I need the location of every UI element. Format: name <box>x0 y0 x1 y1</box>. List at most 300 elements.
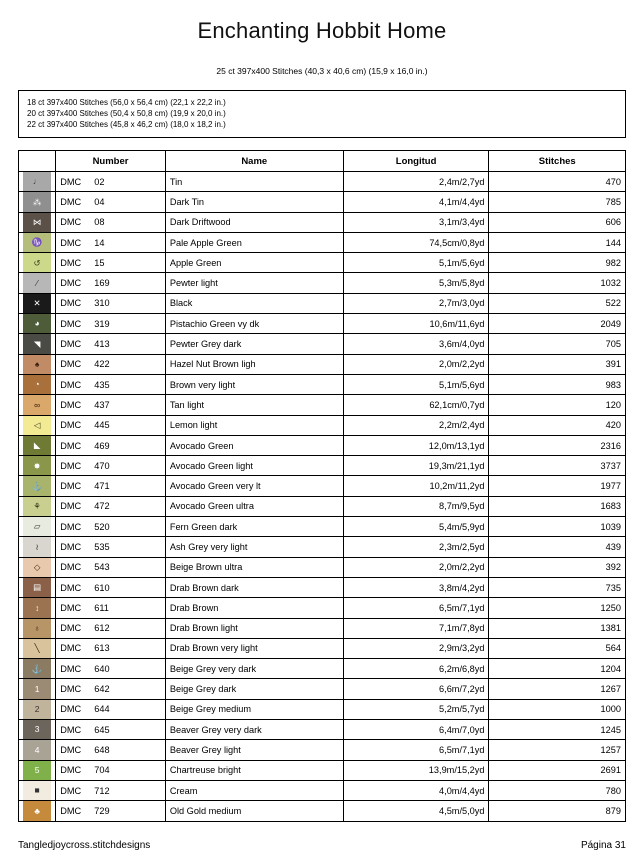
symbol-swatch: 2 <box>23 700 51 719</box>
floss-code: 319 <box>94 318 110 329</box>
table-row <box>19 395 626 415</box>
floss-number-cell <box>56 334 166 354</box>
floss-brand: DMC <box>60 663 82 674</box>
symbol-swatch: 3 <box>23 720 51 739</box>
floss-name-cell: Avocado Green very lt <box>165 476 343 496</box>
floss-stitches-cell: 1000 <box>489 699 626 719</box>
floss-stitches-cell: 420 <box>489 415 626 435</box>
floss-name-cell: Ash Grey very light <box>165 537 343 557</box>
floss-code: 15 <box>94 257 105 268</box>
floss-length-cell: 10,2m/11,2yd <box>343 476 489 496</box>
symbol-swatch: ▤ <box>23 578 51 597</box>
table-row <box>19 659 626 679</box>
floss-stitches-cell: 735 <box>489 577 626 597</box>
column-header-length: Longitud <box>343 151 489 172</box>
floss-name-cell: Avocado Green <box>165 435 343 455</box>
table-row <box>19 537 626 557</box>
floss-number-cell <box>56 435 166 455</box>
table-row <box>19 720 626 740</box>
floss-stitches-cell: 606 <box>489 212 626 232</box>
floss-brand: DMC <box>60 440 82 451</box>
floss-name-cell: Apple Green <box>165 253 343 273</box>
floss-length-cell: 3,1m/3,4yd <box>343 212 489 232</box>
table-row <box>19 456 626 476</box>
color-swatch-cell <box>19 557 56 577</box>
fabric-count-subtitle: 25 ct 397x400 Stitches (40,3 x 40,6 cm) (15,9 x 16,0 in.) <box>216 66 428 76</box>
floss-stitches-cell: 144 <box>489 232 626 252</box>
floss-brand: DMC <box>60 420 82 431</box>
floss-stitches-cell: 705 <box>489 334 626 354</box>
floss-stitches-cell: 982 <box>489 253 626 273</box>
floss-name-cell: Beige Grey very dark <box>165 659 343 679</box>
floss-stitches-cell: 120 <box>489 395 626 415</box>
footer-page-number: Página 31 <box>580 840 626 851</box>
column-header-stitches: Stitches <box>489 151 626 172</box>
floss-list-table <box>18 150 626 822</box>
floss-brand: DMC <box>60 399 82 410</box>
floss-stitches-cell: 785 <box>489 192 626 212</box>
table-row <box>19 374 626 394</box>
table-row <box>19 517 626 537</box>
floss-brand: DMC <box>60 339 82 350</box>
floss-brand: DMC <box>60 521 82 532</box>
symbol-swatch: ▱ <box>23 517 51 536</box>
floss-code: 413 <box>94 339 110 350</box>
floss-number-cell <box>56 456 166 476</box>
floss-stitches-cell: 1245 <box>489 720 626 740</box>
color-swatch-cell <box>19 354 56 374</box>
floss-code: 712 <box>94 785 110 796</box>
page-title: Enchanting Hobbit Home <box>197 18 447 43</box>
symbol-swatch: ↺ <box>23 253 51 272</box>
table-row <box>19 699 626 719</box>
floss-length-cell: 3,8m/4,2yd <box>343 577 489 597</box>
color-swatch-cell <box>19 314 56 334</box>
floss-name-cell: Beige Brown ultra <box>165 557 343 577</box>
floss-length-cell: 2,0m/2,2yd <box>343 354 489 374</box>
floss-number-cell <box>56 476 166 496</box>
symbol-swatch: ◣ <box>23 436 51 455</box>
symbol-swatch: ♑ <box>23 233 51 252</box>
symbol-swatch: ⋈ <box>23 213 51 232</box>
floss-brand: DMC <box>60 643 82 654</box>
alternate-sizes-box <box>18 90 626 138</box>
table-row <box>19 740 626 760</box>
color-swatch-cell <box>19 192 56 212</box>
symbol-swatch: ↕ <box>23 598 51 617</box>
symbol-swatch: ◇ <box>23 558 51 577</box>
floss-length-cell: 2,4m/2,7yd <box>343 172 489 192</box>
color-swatch-cell <box>19 253 56 273</box>
symbol-swatch: ♣ <box>23 801 51 820</box>
floss-length-cell: 74,5cm/0,8yd <box>343 232 489 252</box>
table-row <box>19 679 626 699</box>
floss-name-cell: Cream <box>165 780 343 800</box>
floss-brand: DMC <box>60 460 82 471</box>
floss-code: 469 <box>94 440 110 451</box>
table-row <box>19 314 626 334</box>
floss-stitches-cell: 439 <box>489 537 626 557</box>
column-header-symbol <box>19 151 56 172</box>
floss-brand: DMC <box>60 785 82 796</box>
floss-brand: DMC <box>60 623 82 634</box>
floss-number-cell <box>56 760 166 780</box>
floss-stitches-cell: 1032 <box>489 273 626 293</box>
floss-brand: DMC <box>60 196 82 207</box>
floss-number-cell <box>56 659 166 679</box>
floss-number-cell <box>56 172 166 192</box>
floss-stitches-cell: 3737 <box>489 456 626 476</box>
table-row <box>19 496 626 516</box>
floss-stitches-cell: 522 <box>489 293 626 313</box>
floss-name-cell: Avocado Green light <box>165 456 343 476</box>
floss-length-cell: 3,6m/4,0yd <box>343 334 489 354</box>
table-row <box>19 192 626 212</box>
symbol-swatch: ╲ <box>23 639 51 658</box>
floss-number-cell <box>56 517 166 537</box>
color-swatch-cell <box>19 232 56 252</box>
floss-stitches-cell: 1204 <box>489 659 626 679</box>
alternate-size-line: 22 ct 397x400 Stitches (45,8 x 46,2 cm) (18,0 x 18,2 in.) <box>27 120 226 129</box>
floss-stitches-cell: 392 <box>489 557 626 577</box>
floss-number-cell <box>56 374 166 394</box>
floss-stitches-cell: 564 <box>489 638 626 658</box>
floss-number-cell <box>56 801 166 821</box>
floss-name-cell: Dark Tin <box>165 192 343 212</box>
symbol-swatch: 4 <box>23 740 51 759</box>
floss-code: 535 <box>94 541 110 552</box>
alternate-size-line: 18 ct 397x400 Stitches (56,0 x 56,4 cm) (22,1 x 22,2 in.) <box>27 98 226 107</box>
table-row <box>19 232 626 252</box>
floss-name-cell: Avocado Green ultra <box>165 496 343 516</box>
floss-length-cell: 10,6m/11,6yd <box>343 314 489 334</box>
symbol-swatch: ⚘ <box>23 497 51 516</box>
floss-brand: DMC <box>60 765 82 776</box>
floss-code: 729 <box>94 805 110 816</box>
floss-number-cell <box>56 577 166 597</box>
floss-length-cell: 6,2m/6,8yd <box>343 659 489 679</box>
floss-code: 642 <box>94 684 110 695</box>
floss-length-cell: 5,1m/5,6yd <box>343 374 489 394</box>
symbol-swatch: ◁ <box>23 416 51 435</box>
floss-brand: DMC <box>60 217 82 228</box>
floss-code: 470 <box>94 460 110 471</box>
floss-number-cell <box>56 415 166 435</box>
color-swatch-cell <box>19 435 56 455</box>
floss-name-cell: Pale Apple Green <box>165 232 343 252</box>
footer-credit: Tangledjoycross.stitchdesigns <box>18 840 151 851</box>
floss-name-cell: Drab Brown dark <box>165 577 343 597</box>
floss-code: 645 <box>94 724 110 735</box>
floss-number-cell <box>56 212 166 232</box>
floss-name-cell: Brown very light <box>165 374 343 394</box>
floss-code: 611 <box>94 602 109 613</box>
floss-code: 422 <box>94 359 110 370</box>
floss-number-cell <box>56 720 166 740</box>
floss-stitches-cell: 391 <box>489 354 626 374</box>
floss-name-cell: Pewter light <box>165 273 343 293</box>
floss-length-cell: 2,7m/3,0yd <box>343 293 489 313</box>
table-row <box>19 212 626 232</box>
floss-number-cell <box>56 293 166 313</box>
floss-name-cell: Hazel Nut Brown ligh <box>165 354 343 374</box>
color-swatch-cell <box>19 172 56 192</box>
floss-stitches-cell: 2316 <box>489 435 626 455</box>
color-swatch-cell <box>19 334 56 354</box>
table-row <box>19 598 626 618</box>
symbol-swatch: ✕ <box>23 294 51 313</box>
floss-length-cell: 5,1m/5,6yd <box>343 253 489 273</box>
color-swatch-cell <box>19 537 56 557</box>
floss-code: 648 <box>94 744 110 755</box>
floss-stitches-cell: 1381 <box>489 618 626 638</box>
color-swatch-cell <box>19 212 56 232</box>
floss-length-cell: 5,4m/5,9yd <box>343 517 489 537</box>
floss-name-cell: Beaver Grey light <box>165 740 343 760</box>
floss-name-cell: Lemon light <box>165 415 343 435</box>
floss-stitches-cell: 1977 <box>489 476 626 496</box>
floss-length-cell: 6,5m/7,1yd <box>343 598 489 618</box>
floss-code: 471 <box>94 481 110 492</box>
floss-brand: DMC <box>60 359 82 370</box>
table-row <box>19 415 626 435</box>
symbol-swatch: ♠ <box>23 355 51 374</box>
floss-code: 644 <box>94 704 110 715</box>
floss-number-cell <box>56 618 166 638</box>
floss-number-cell <box>56 557 166 577</box>
color-swatch-cell <box>19 740 56 760</box>
floss-stitches-cell: 780 <box>489 780 626 800</box>
color-swatch-cell <box>19 374 56 394</box>
color-swatch-cell <box>19 720 56 740</box>
color-swatch-cell <box>19 801 56 821</box>
floss-length-cell: 2,2m/2,4yd <box>343 415 489 435</box>
floss-brand: DMC <box>60 684 82 695</box>
color-swatch-cell <box>19 395 56 415</box>
floss-stitches-cell: 2049 <box>489 314 626 334</box>
floss-name-cell: Dark Driftwood <box>165 212 343 232</box>
floss-length-cell: 2,0m/2,2yd <box>343 557 489 577</box>
floss-stitches-cell: 879 <box>489 801 626 821</box>
floss-brand: DMC <box>60 541 82 552</box>
table-row <box>19 476 626 496</box>
symbol-swatch: ♩ <box>23 172 51 191</box>
table-row <box>19 293 626 313</box>
floss-stitches-cell: 983 <box>489 374 626 394</box>
floss-code: 169 <box>94 278 110 289</box>
floss-length-cell: 7,1m/7,8yd <box>343 618 489 638</box>
floss-brand: DMC <box>60 257 82 268</box>
symbol-swatch: ⚓ <box>23 659 51 678</box>
symbol-swatch: ◔ <box>23 375 51 394</box>
floss-brand: DMC <box>60 704 82 715</box>
floss-number-cell <box>56 740 166 760</box>
floss-number-cell <box>56 699 166 719</box>
floss-number-cell <box>56 638 166 658</box>
table-row <box>19 253 626 273</box>
floss-code: 612 <box>94 623 110 634</box>
page-footer <box>18 840 626 851</box>
color-swatch-cell <box>19 415 56 435</box>
floss-code: 08 <box>94 217 105 228</box>
floss-stitches-cell: 1257 <box>489 740 626 760</box>
alternate-size-line: 20 ct 397x400 Stitches (50,4 x 50,8 cm) (19,9 x 20,0 in.) <box>27 109 226 118</box>
floss-length-cell: 6,4m/7,0yd <box>343 720 489 740</box>
floss-length-cell: 6,5m/7,1yd <box>343 740 489 760</box>
color-swatch-cell <box>19 456 56 476</box>
color-swatch-cell <box>19 699 56 719</box>
floss-name-cell: Beige Grey dark <box>165 679 343 699</box>
floss-name-cell: Tin <box>165 172 343 192</box>
floss-length-cell: 62,1cm/0,7yd <box>343 395 489 415</box>
table-row <box>19 638 626 658</box>
floss-number-cell <box>56 253 166 273</box>
floss-code: 543 <box>94 562 110 573</box>
floss-brand: DMC <box>60 562 82 573</box>
floss-stitches-cell: 1039 <box>489 517 626 537</box>
floss-length-cell: 5,2m/5,7yd <box>343 699 489 719</box>
floss-brand: DMC <box>60 501 82 512</box>
color-swatch-cell <box>19 273 56 293</box>
color-swatch-cell <box>19 638 56 658</box>
color-swatch-cell <box>19 577 56 597</box>
table-row <box>19 273 626 293</box>
table-header-row <box>19 151 626 172</box>
table-row <box>19 354 626 374</box>
floss-stitches-cell: 1250 <box>489 598 626 618</box>
floss-number-cell <box>56 314 166 334</box>
symbol-swatch: ✸ <box>23 456 51 475</box>
floss-code: 310 <box>94 298 110 309</box>
floss-code: 435 <box>94 379 110 390</box>
floss-stitches-cell: 2691 <box>489 760 626 780</box>
floss-length-cell: 4,0m/4,4yd <box>343 780 489 800</box>
color-swatch-cell <box>19 659 56 679</box>
symbol-swatch: 1 <box>23 679 51 698</box>
column-header-number: Number <box>56 151 166 172</box>
floss-length-cell: 19,3m/21,1yd <box>343 456 489 476</box>
floss-name-cell: Beaver Grey very dark <box>165 720 343 740</box>
floss-name-cell: Pistachio Green vy dk <box>165 314 343 334</box>
color-swatch-cell <box>19 618 56 638</box>
color-swatch-cell <box>19 760 56 780</box>
floss-number-cell <box>56 232 166 252</box>
floss-code: 520 <box>94 521 110 532</box>
floss-code: 445 <box>94 420 110 431</box>
floss-brand: DMC <box>60 724 82 735</box>
table-row <box>19 172 626 192</box>
floss-name-cell: Beige Grey medium <box>165 699 343 719</box>
floss-stitches-cell: 1267 <box>489 679 626 699</box>
floss-brand: DMC <box>60 278 82 289</box>
symbol-swatch: 5 <box>23 761 51 780</box>
floss-name-cell: Black <box>165 293 343 313</box>
table-row <box>19 780 626 800</box>
color-swatch-cell <box>19 293 56 313</box>
floss-number-cell <box>56 273 166 293</box>
floss-number-cell <box>56 598 166 618</box>
color-swatch-cell <box>19 598 56 618</box>
floss-brand: DMC <box>60 379 82 390</box>
color-swatch-cell <box>19 679 56 699</box>
symbol-swatch: ∞ <box>23 395 51 414</box>
floss-length-cell: 8,7m/9,5yd <box>343 496 489 516</box>
floss-brand: DMC <box>60 602 82 613</box>
color-swatch-cell <box>19 780 56 800</box>
floss-code: 02 <box>94 176 105 187</box>
floss-number-cell <box>56 354 166 374</box>
floss-length-cell: 13,9m/15,2yd <box>343 760 489 780</box>
floss-length-cell: 5,3m/5,8yd <box>343 273 489 293</box>
column-header-name: Name <box>165 151 343 172</box>
floss-stitches-cell: 470 <box>489 172 626 192</box>
floss-name-cell: Pewter Grey dark <box>165 334 343 354</box>
color-swatch-cell <box>19 496 56 516</box>
floss-number-cell <box>56 395 166 415</box>
floss-code: 704 <box>94 765 110 776</box>
table-row <box>19 334 626 354</box>
floss-brand: DMC <box>60 744 82 755</box>
floss-number-cell <box>56 780 166 800</box>
symbol-swatch: ■ <box>23 781 51 800</box>
table-row <box>19 760 626 780</box>
floss-name-cell: Chartreuse bright <box>165 760 343 780</box>
floss-number-cell <box>56 537 166 557</box>
floss-brand: DMC <box>60 237 82 248</box>
symbol-swatch: ⁂ <box>23 192 51 211</box>
floss-number-cell <box>56 679 166 699</box>
floss-name-cell: Tan light <box>165 395 343 415</box>
floss-code: 04 <box>94 196 105 207</box>
symbol-swatch: ⚓ <box>23 476 51 495</box>
table-row <box>19 577 626 597</box>
floss-length-cell: 6,6m/7,2yd <box>343 679 489 699</box>
symbol-swatch: ◕ <box>23 314 51 333</box>
floss-name-cell: Drab Brown <box>165 598 343 618</box>
floss-name-cell: Fern Green dark <box>165 517 343 537</box>
floss-brand: DMC <box>60 176 82 187</box>
floss-length-cell: 4,1m/4,4yd <box>343 192 489 212</box>
floss-code: 437 <box>94 399 110 410</box>
color-swatch-cell <box>19 476 56 496</box>
floss-code: 613 <box>94 643 110 654</box>
floss-brand: DMC <box>60 318 82 329</box>
floss-code: 640 <box>94 663 110 674</box>
floss-brand: DMC <box>60 582 82 593</box>
symbol-swatch: ⁄ <box>23 273 51 292</box>
floss-name-cell: Drab Brown very light <box>165 638 343 658</box>
floss-code: 472 <box>94 501 110 512</box>
pattern-page <box>0 10 644 867</box>
floss-code: 610 <box>94 582 110 593</box>
floss-number-cell <box>56 496 166 516</box>
floss-brand: DMC <box>60 298 82 309</box>
floss-name-cell: Old Gold medium <box>165 801 343 821</box>
floss-length-cell: 2,3m/2,5yd <box>343 537 489 557</box>
symbol-swatch: ≀ <box>23 537 51 556</box>
table-row <box>19 435 626 455</box>
floss-brand: DMC <box>60 805 82 816</box>
floss-stitches-cell: 1683 <box>489 496 626 516</box>
symbol-swatch: ◥ <box>23 334 51 353</box>
table-row <box>19 618 626 638</box>
color-swatch-cell <box>19 517 56 537</box>
floss-length-cell: 4,5m/5,0yd <box>343 801 489 821</box>
symbol-swatch: ♁ <box>23 619 51 638</box>
floss-length-cell: 12,0m/13,1yd <box>343 435 489 455</box>
floss-brand: DMC <box>60 481 82 492</box>
table-row <box>19 557 626 577</box>
